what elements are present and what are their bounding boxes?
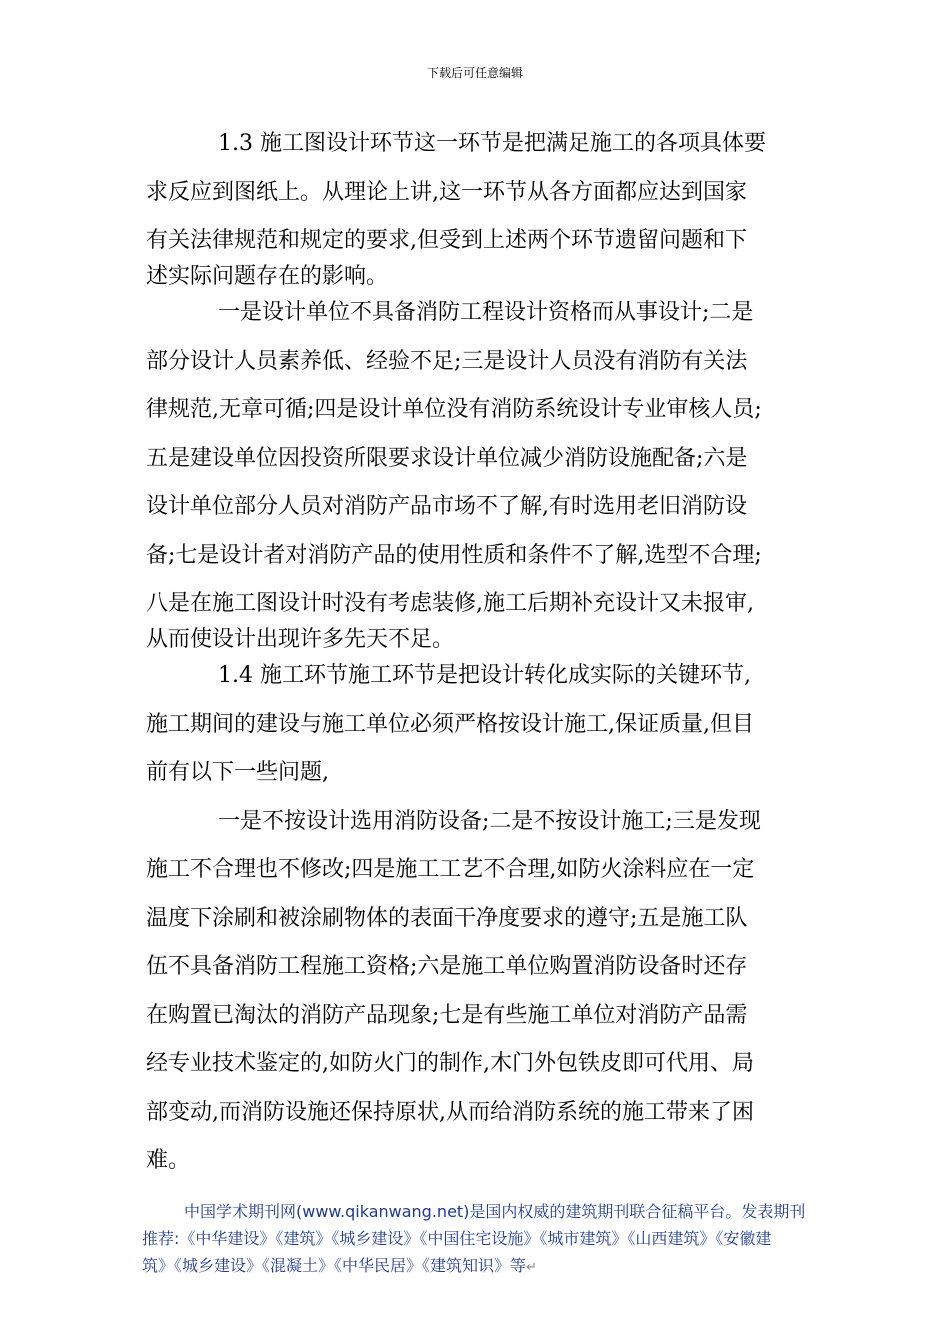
text-line: 前有以下一些问题, — [146, 760, 329, 785]
text-line: 八是在施工图设计时没有考虑装修,施工后期补充设计又未报审, — [146, 591, 754, 616]
text-line: 1.3 施工图设计环节这一环节是把满足施工的各项具体要 — [218, 131, 766, 156]
paragraph-return-icon: ↵ — [526, 1260, 537, 1275]
text-line: 难。 — [146, 1148, 191, 1173]
paragraph-1-3-construction-drawing — [146, 130, 804, 299]
text-line: 部变动,而消防设施还保持原状,从而给消防系统的施工带来了困 — [146, 1099, 754, 1125]
text-line: 一是设计单位不具备消防工程设计资格而从事设计;二是 — [218, 300, 754, 325]
paragraph-construction-problems — [146, 808, 804, 1184]
text-line: 经专业技术鉴定的,如防火门的制作,木门外包铁皮即可代用、局 — [146, 1051, 754, 1076]
text-line: 备;七是设计者对消防产品的使用性质和条件不了解,选型不合理; — [146, 542, 762, 568]
footer-line: 中国学术期刊网(www.qikanwang.net)是国内权威的建筑期刊联合征稿平台。发表期刊 — [184, 1202, 806, 1221]
text-line: 施工期间的建设与施工单位必须严格按设计施工,保证质量,但目 — [146, 711, 754, 737]
text-line: 从而使设计出现许多先天不足。 — [146, 627, 455, 652]
text-line: 伍不具备消防工程施工资格;六是施工单位购置消防设备时还存 — [146, 954, 748, 979]
footer-line — [142, 1252, 820, 1281]
text-line: 求反应到图纸上。从理论上讲,这一环节从各方面都应达到国家 — [146, 179, 747, 205]
footer-line: 推荐:《中华建设》《建筑》《城乡建设》《中国住宅设施》《城市建筑》《山西建筑》《安徽建 — [142, 1229, 772, 1248]
text-line: 设计单位部分人员对消防产品市场不了解,有时选用老旧消防设 — [146, 494, 747, 519]
text-line: 有关法律规范和规定的要求,但受到上述两个环节遗留问题和下 — [146, 228, 747, 253]
text-line: 温度下涂刷和被涂刷物体的表面干净度要求的遵守;五是施工队 — [146, 905, 748, 931]
paragraph-design-problems — [146, 299, 804, 662]
text-line: 1.4 施工环节施工环节是把设计转化成实际的关键环节, — [218, 663, 751, 688]
text-line: 五是建设单位因投资所限要求设计单位减少消防设施配备;六是 — [146, 445, 748, 471]
text-line: 律规范,无章可循;四是设计单位没有消防系统设计专业审核人员; — [146, 397, 762, 422]
page-header-note: 下载后可任意编辑 — [426, 66, 523, 80]
text-line: 在购置已淘汰的消防产品现象;七是有些施工单位对消防产品需 — [146, 1002, 748, 1028]
journal-promo-footer — [142, 1198, 820, 1281]
text-line: 一是不按设计选用消防设备;二是不按设计施工;三是发现 — [218, 808, 761, 834]
footer-line-text: 筑》《城乡建设》《混凝土》《中华民居》《建筑知识》等 — [142, 1256, 527, 1275]
text-line: 施工不合理也不修改;四是施工工艺不合理,如防火涂料应在一定 — [146, 857, 755, 882]
text-line: 述实际问题存在的影响。 — [146, 264, 389, 289]
text-line: 部分设计人员素养低、经验不足;三是设计人员没有消防有关法 — [146, 348, 748, 374]
document-body — [146, 130, 804, 1183]
paragraph-1-4-construction-stage — [146, 662, 804, 808]
